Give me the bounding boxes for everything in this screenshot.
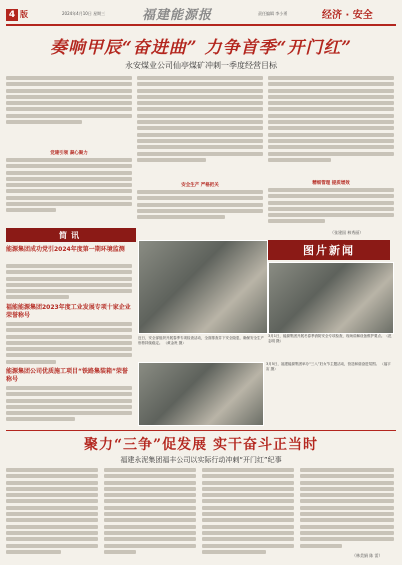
editor-credit: 责任编辑 李小勇	[258, 11, 288, 16]
digest-title: 简讯	[59, 231, 83, 240]
second-subheadline: 福建永泥集团福丰公司以实际行动冲刺“开门红”纪事	[120, 456, 282, 464]
lead-article-column-1b	[6, 158, 132, 224]
second-article-column-2	[104, 468, 196, 560]
digest-item-title: 能源集团成功党引2024年度第一期环境监测	[6, 246, 125, 253]
section-title: 经济 · 安全	[322, 10, 373, 21]
page-label: 版	[20, 10, 28, 19]
lead-article-column-3b	[268, 188, 394, 234]
lead-article-column-3	[268, 76, 394, 180]
photo-inspection	[138, 240, 268, 334]
digest-item-body	[6, 386, 132, 424]
issue-date: 2024年4月10日 星期三	[62, 11, 106, 16]
lead-section-head-3: 精细管理 提质增效	[312, 181, 350, 186]
digest-item-body	[6, 264, 132, 302]
photo-caption-3: 3月5日，福建能源集团举办“三八”妇女节主题活动，营造和谐奋进氛围。 （福宇宙 摄）	[266, 362, 391, 371]
photo-event	[138, 362, 264, 426]
photo-caption-1: 近日，安全部组织开展春季专项检查活动，全面排查井下安全隐患，确保安全生产形势持续稳定。 （黄金贵 摄）	[138, 336, 264, 345]
second-headline: 聚力“三争”促发展 实干奋斗正当时	[84, 437, 318, 453]
second-article-column-3	[202, 468, 294, 560]
lead-subheadline: 永安煤业公司仙亭煤矿冲刺一季度经营目标	[125, 61, 277, 70]
second-byline: （林美娟 陈 雷）	[352, 553, 383, 558]
lead-section-head-1: 党建引领 凝心聚力	[50, 151, 88, 156]
photo-caption-2: 3月1日，能源集团开展冬春季消防安全专项检查，现场讲解设备维护要点。（范志明 摄）	[268, 334, 392, 343]
lead-article-column-1	[6, 76, 132, 148]
digest-item-title: 能源集团公司优质施工项目“铁路集装箱”荣誉称号	[6, 368, 128, 383]
digest-item-title: 福能能源集团2023年度工业发展专项十家企业荣誉称号	[6, 304, 131, 319]
page-number-badge: 4	[6, 9, 18, 21]
digest-item-body	[6, 322, 132, 366]
lead-article-column-2b	[137, 190, 263, 230]
lead-headline: 奏响甲辰“奋进曲” 力争首季“开门红”	[49, 38, 353, 58]
masthead-rule	[6, 24, 396, 26]
section-divider	[6, 430, 396, 431]
newspaper-brand: 福建能源报	[142, 8, 213, 23]
second-article-column-1	[6, 468, 98, 560]
photo-news-title: 图片新闻	[303, 244, 355, 257]
lead-section-head-2: 安全生产 严格把关	[181, 183, 219, 188]
second-article-column-4	[300, 468, 394, 552]
photo-workers	[268, 262, 394, 334]
lead-article-column-2	[137, 76, 263, 182]
lead-byline: （张建国 林秀丽）	[330, 230, 364, 235]
